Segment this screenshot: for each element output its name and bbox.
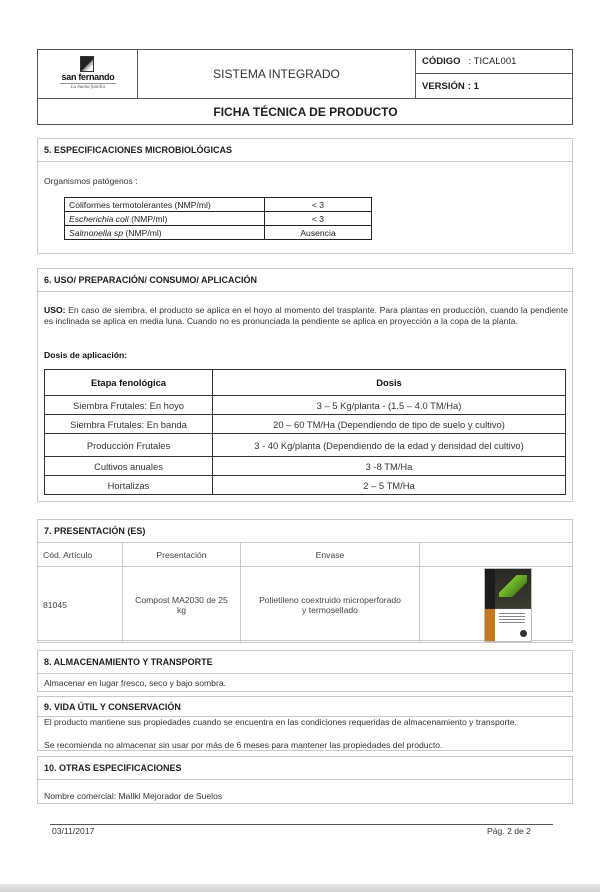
logo-brand: san fernando xyxy=(61,72,115,82)
bag-side-band xyxy=(485,569,495,641)
viewer-bottom-bar xyxy=(0,884,600,892)
section-title: 7. PRESENTACIÓN (ES) xyxy=(38,520,572,543)
code-value: : TICAL001 xyxy=(468,56,517,67)
bag-label-text xyxy=(499,613,525,623)
footer-divider xyxy=(50,824,553,825)
logo-divider xyxy=(60,83,116,84)
presentation-table xyxy=(37,542,573,643)
version-label: VERSIÓN xyxy=(422,80,465,92)
table-row xyxy=(45,396,566,415)
logo-mark-icon xyxy=(80,56,94,72)
dosage-table xyxy=(44,369,566,495)
document-header xyxy=(37,49,573,125)
organism-cell: Salmonella sp (NMP/ml) xyxy=(65,226,265,240)
limit-cell: Ausencia xyxy=(265,226,372,240)
column-header: Presentación xyxy=(123,543,241,567)
table-row xyxy=(45,457,566,476)
table-row xyxy=(45,476,566,495)
pathogens-intro: Organismos patógenos : xyxy=(44,176,138,186)
column-header: Cód. Artículo xyxy=(38,543,123,567)
limit-cell: < 3 xyxy=(265,198,372,212)
storage-text: Almacenar en lugar fresco, seco y bajo sombra. xyxy=(44,678,226,688)
document-title: FICHA TÉCNICA DE PRODUCTO xyxy=(38,98,573,125)
version-value: : 1 xyxy=(467,80,479,92)
dose-cell: 3 -8 TM/Ha xyxy=(213,457,566,476)
company-logo xyxy=(38,50,138,98)
table-row xyxy=(45,415,566,434)
package-cell: Polietileno coextruido microperforado y termosellado xyxy=(241,567,420,643)
microbiology-table xyxy=(64,197,372,240)
section-title: 8. ALMACENAMIENTO Y TRANSPORTE xyxy=(38,651,572,674)
table-header-row xyxy=(45,370,566,396)
section-title: 6. USO/ PREPARACIÓN/ CONSUMO/ APLICACIÓN xyxy=(38,269,572,292)
dosage-label: Dosis de aplicación: xyxy=(44,350,128,360)
code-label: CÓDIGO xyxy=(422,56,461,67)
stage-cell: Producción Frutales xyxy=(45,434,213,457)
article-code: 81045 xyxy=(38,567,123,643)
column-header xyxy=(420,543,573,567)
table-row xyxy=(45,434,566,457)
system-name: SISTEMA INTEGRADO xyxy=(138,50,416,98)
dose-cell: 2 – 5 TM/Ha xyxy=(213,476,566,495)
section-title: 10. OTRAS ESPECIFICACIONES xyxy=(38,757,572,780)
usage-paragraph xyxy=(44,305,568,327)
stage-cell: Cultivos anuales xyxy=(45,457,213,476)
commercial-name: Nombre comercial: Mallki Mejorador de Suelos xyxy=(44,791,223,801)
dose-cell: 3 – 5 Kg/planta - (1.5 – 4.0 TM/Ha) xyxy=(213,396,566,415)
image-cell xyxy=(420,567,573,643)
table-row xyxy=(65,212,372,226)
product-bag-image xyxy=(484,568,532,642)
stage-cell: Siembra Frutales: En hoyo xyxy=(45,396,213,415)
section-shelf-life xyxy=(37,696,573,751)
section-title: 5. ESPECIFICACIONES MICROBIOLÓGICAS xyxy=(38,139,572,162)
column-header: Dosis xyxy=(213,370,566,396)
shelf-life-text: El producto mantiene sus propiedades cuando se encuentra en las condiciones requeridas de almacenamiento y transporte. xyxy=(44,717,517,727)
footer-date: 03/11/2017 xyxy=(52,826,95,836)
table-header-row xyxy=(38,543,573,567)
footer-page-number: Pág. 2 de 2 xyxy=(487,826,531,836)
section-title: 9. VIDA ÚTIL Y CONSERVACIÓN xyxy=(38,697,572,717)
dose-cell: 3 - 40 Kg/planta (Dependiendo de la edad y densidad del cultivo) xyxy=(213,434,566,457)
document-code xyxy=(416,50,573,74)
shelf-life-recommendation: Se recomienda no almacenar sin usar por más de 6 meses para mantener las propiedades del producto. xyxy=(44,740,443,750)
usage-label: USO: xyxy=(44,305,66,315)
logo-tagline: La buena familia xyxy=(70,85,106,90)
section-microbiological xyxy=(37,138,573,254)
section-storage xyxy=(37,650,573,692)
usage-text: En caso de siembra, el producto se aplica en el hoyo al momento del trasplante. Para plantas en producción, cuando la pendiente es inclinada se aplica en media luna. Cuando no es pronunciada la pendiente se aplica en proyección a la copa de la planta. xyxy=(44,305,568,326)
section-other-specs xyxy=(37,756,573,804)
stage-cell: Siembra Frutales: En banda xyxy=(45,415,213,434)
dose-cell: 20 – 60 TM/Ha (Dependiendo de tipo de suelo y cultivo) xyxy=(213,415,566,434)
limit-cell: < 3 xyxy=(265,212,372,226)
table-row xyxy=(65,226,372,240)
presentation-cell: Compost MA2030 de 25 kg xyxy=(123,567,241,643)
seal-icon xyxy=(520,630,527,637)
section-usage xyxy=(37,268,573,502)
table-row xyxy=(65,198,372,212)
column-header: Envase xyxy=(241,543,420,567)
stage-cell: Hortalizas xyxy=(45,476,213,495)
table-row xyxy=(38,567,573,643)
organism-cell: Coliformes termotolerantes (NMP/ml) xyxy=(65,198,265,212)
organism-cell: Escherichia coli (NMP/ml) xyxy=(65,212,265,226)
leaf-icon xyxy=(499,575,527,597)
section-presentation xyxy=(37,519,573,641)
column-header: Etapa fenológica xyxy=(45,370,213,396)
document-version xyxy=(416,74,573,98)
